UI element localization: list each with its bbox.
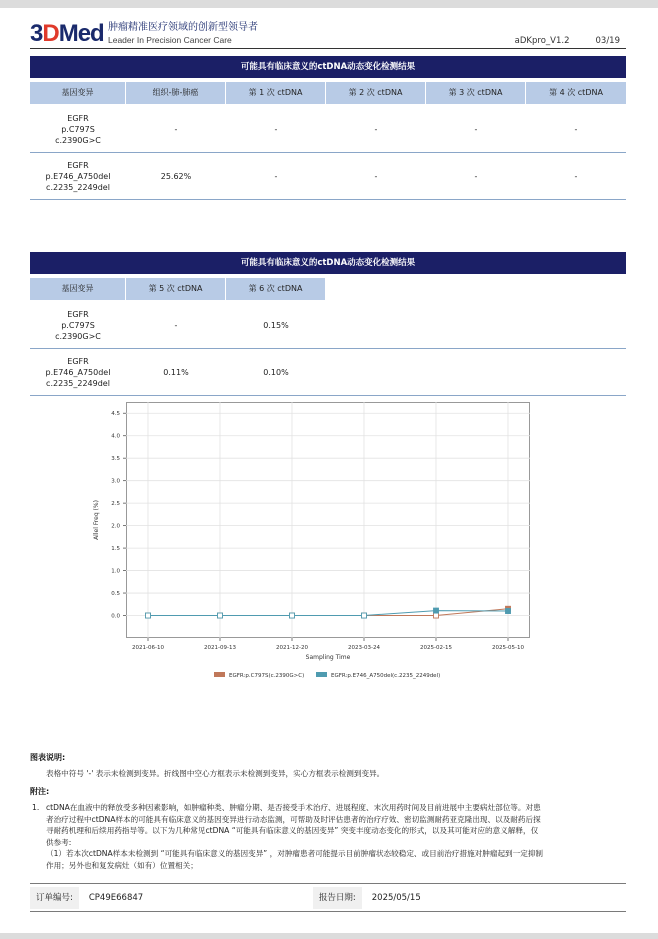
value-cell: 0.10%	[263, 367, 289, 377]
notes-item1: ctDNA在血液中的释放受多种因素影响，如肿瘤种类、肿瘤分期、是否接受手术治疗、进展程度、末次用药时间及目前进展中主要病灶部位等。对患 者治疗过程中ctDNA样本的可能具有临床意义的基因变异进行动态监测，可帮助及时评估患者的治疗疗效、密切监测耐药亚克隆出现、以及耐药后探 寻耐药机理和后续用药指导等。以下为几种常见ctDNA “可能具有临床意义的基因变异” 突变丰度动态变化的形式，以及其可能对应的意义解释，仅 供参考: （1）若本次ctDNA样本未检测到 “可能具有临床意义的基因变异” ，对肿瘤患者可能提示目前肿瘤状态较稳定、或目前治疗措施对肿瘤起到一定抑制 作用；另外也和复发病灶（如有）位置相关；	[46, 803, 544, 870]
x-axis-label: Sampling Time	[305, 654, 351, 661]
notes-item1-number: 1.	[32, 803, 40, 812]
legend-swatch	[214, 672, 225, 677]
x-tick-label: 2025-02-15	[420, 645, 452, 651]
y-tick-label: 3.0	[111, 478, 120, 485]
x-tick-label: 2021-06-10	[132, 645, 164, 651]
table-row	[30, 106, 626, 153]
value-cell: -	[474, 124, 478, 134]
value-cell: -	[374, 124, 378, 134]
footer-divider-bottom	[30, 911, 626, 912]
tagline	[108, 22, 258, 46]
x-tick-label: 2021-12-20	[276, 645, 308, 651]
value-cell: -	[274, 124, 278, 134]
y-tick-label: 2.0	[111, 523, 120, 530]
table2-title: 可能具有临床意义的ctDNA动态变化检测结果	[30, 252, 626, 274]
table1-col-ctdna4: 第 4 次 ctDNA	[549, 88, 603, 97]
value-cell: -	[374, 171, 378, 181]
legend-note-heading: 图表说明:	[30, 753, 66, 762]
table1-col-gene: 基因变异	[30, 82, 126, 104]
table2-col-empty	[326, 278, 626, 300]
table1-col-tissue: 组织-肺-肺癌	[126, 82, 226, 104]
table1-header	[30, 82, 626, 104]
order-label: 订单编号:	[30, 887, 79, 909]
bottom-bar	[0, 933, 658, 939]
tagline-en: Leader In Precision Cancer Care	[108, 35, 232, 45]
legend-note-text: 表格中符号 '-' 表示未检测到变异。折线图中空心方框表示未检测到变异，实心方框表示检测到变异。	[46, 769, 385, 778]
value-cell: 0.11%	[163, 367, 189, 377]
table-row	[30, 302, 626, 349]
value-cell: -	[274, 171, 278, 181]
notes-heading: 附注:	[30, 787, 50, 796]
x-tick-label: 2021-09-13	[204, 645, 236, 651]
value-cell: 25.62%	[160, 171, 192, 181]
value-cell: 0.15%	[263, 320, 289, 330]
table1-col-ctdna3: 第 3 次 ctDNA	[426, 82, 526, 104]
order-value: CP49E66847	[88, 893, 144, 903]
variant-cell: EGFR p.C797S c.2390G>C	[55, 309, 101, 341]
table2-header	[30, 278, 626, 300]
date-value: 2025/05/15	[371, 893, 421, 903]
table-row	[30, 153, 626, 200]
legend-swatch	[316, 672, 327, 677]
variant-cell: EGFR p.C797S c.2390G>C	[55, 113, 101, 145]
y-tick-label: 0.5	[111, 591, 120, 598]
logo: 3DMed	[30, 20, 104, 47]
y-tick-label: 3.5	[111, 456, 120, 463]
footer	[30, 887, 626, 909]
y-tick-label: 1.5	[111, 546, 120, 553]
y-tick-label: 4.5	[111, 411, 120, 418]
value-cell: -	[574, 124, 578, 134]
top-bar	[0, 0, 658, 8]
y-axis-label: Allel Freq (%)	[93, 500, 100, 540]
value-cell: -	[174, 124, 178, 134]
y-tick-label: 0.0	[111, 613, 120, 620]
value-cell: -	[474, 171, 478, 181]
chart-plot-area	[126, 402, 530, 638]
header-info	[489, 36, 620, 46]
doc-code: aDKpro_V1.2	[514, 36, 570, 46]
table1-col-ctdna2: 第 2 次 ctDNA	[326, 82, 426, 104]
table1-title: 可能具有临床意义的ctDNA动态变化检测结果	[30, 56, 626, 78]
tagline-cn: 肿瘤精准医疗领域的创新型领导者	[108, 22, 258, 33]
table1-col-ctdna1: 第 1 次 ctDNA	[226, 82, 326, 104]
page-number: 03/19	[595, 36, 620, 46]
x-tick-label: 2023-03-24	[348, 645, 380, 651]
y-tick-label: 4.0	[111, 433, 120, 440]
y-tick-label: 1.0	[111, 568, 120, 575]
table2-col-gene: 基因变异	[30, 278, 126, 300]
variant-cell: EGFR p.E746_A750del c.2235_2249del	[45, 160, 111, 192]
header-divider	[30, 48, 626, 49]
date-label: 报告日期:	[313, 887, 362, 909]
table2-col-ctdna6: 第 6 次 ctDNA	[226, 278, 326, 300]
legend-label: EGFR:p.E746_A750del(c.2235_2249del)	[331, 673, 441, 679]
variant-cell: EGFR p.E746_A750del c.2235_2249del	[45, 356, 111, 388]
y-tick-label: 2.5	[111, 501, 120, 508]
table2-col-ctdna5: 第 5 次 ctDNA	[126, 278, 226, 300]
table-row	[30, 349, 626, 396]
x-tick-label: 2025-05-10	[492, 645, 524, 651]
legend-label: EGFR:p.C797S(c.2390G>C)	[229, 673, 305, 679]
value-cell: -	[174, 320, 178, 330]
value-cell: -	[574, 171, 578, 181]
footer-divider-top	[30, 883, 626, 884]
